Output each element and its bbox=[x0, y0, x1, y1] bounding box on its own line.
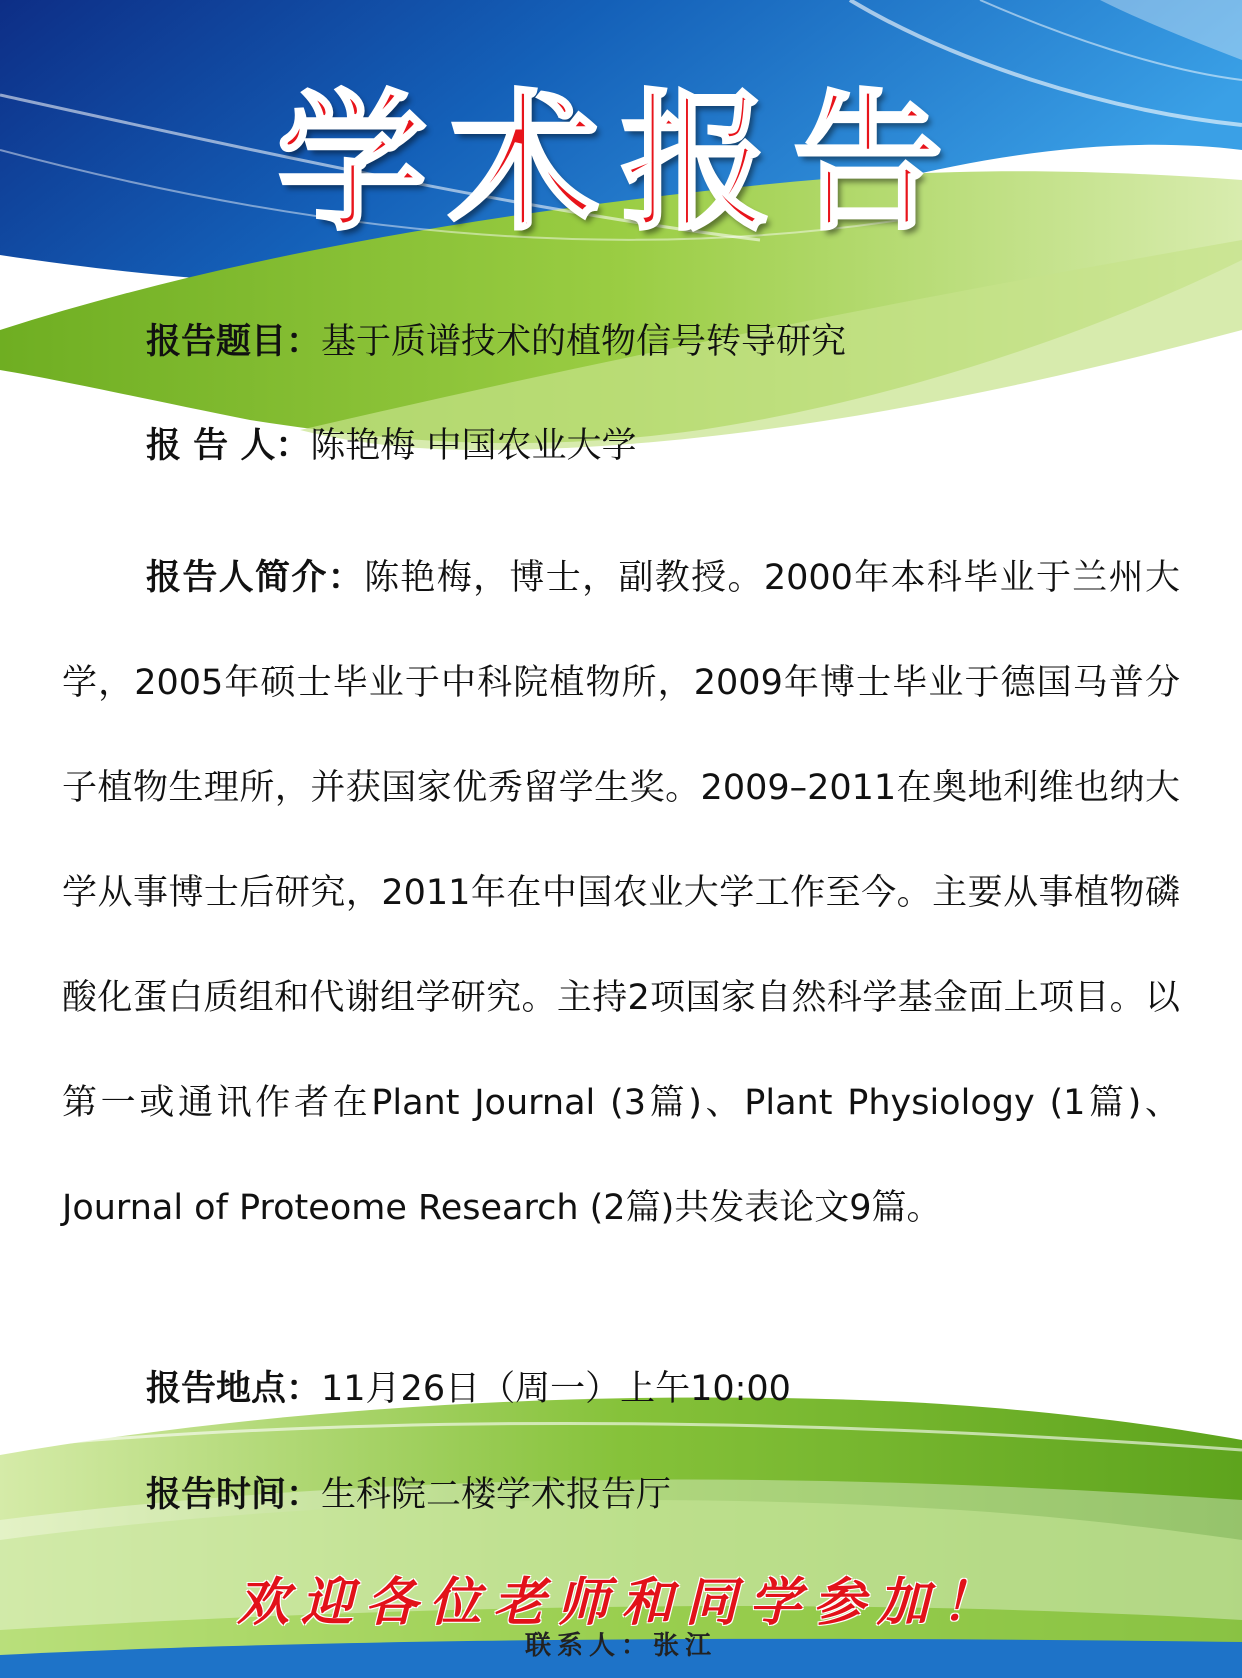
poster-title: 学术报告 bbox=[276, 75, 965, 251]
report-venue-label: 报告地点： bbox=[146, 1369, 322, 1409]
speaker-bio-text: 陈艳梅，博士，副教授。2000年本科毕业于兰州大学，2005年硕士毕业于中科院植物所，2009年博士毕业于德国马普分子植物生理所，并获国家优秀留学生奖。2009–2011在奥地利维也纳大学从事博士后研究，2011年在中国农业大学工作至今。主要从事植物磷酸化蛋白质组和代谢组学研究。主持2项国家自然科学基金面上项目。以第一或通讯作者在Plant Journal (3篇)、Plant Physiology (1篇)、Journal of Proteome Research (2篇)共发表论文9篇。 bbox=[62, 558, 1180, 1228]
report-speaker-value: 陈艳梅 中国农业大学 bbox=[310, 426, 637, 466]
report-time-value: 生科院二楼学术报告厅 bbox=[321, 1475, 672, 1515]
speaker-bio-label: 报告人简介： bbox=[146, 558, 365, 598]
report-topic bbox=[146, 318, 846, 366]
report-time bbox=[146, 1471, 671, 1519]
report-venue-value: 11月26日（周一）上午10:00 bbox=[321, 1369, 791, 1409]
report-speaker-label: 报 告 人： bbox=[146, 426, 311, 466]
welcome-message: 欢迎各位老师和同学参加！ bbox=[236, 1572, 1005, 1633]
report-time-label: 报告时间： bbox=[146, 1475, 322, 1515]
report-topic-value: 基于质谱技术的植物信号转导研究 bbox=[321, 322, 847, 362]
contact-person: 联系人：张江 bbox=[524, 1631, 717, 1661]
report-topic-label: 报告题目： bbox=[146, 322, 322, 362]
report-venue bbox=[146, 1365, 791, 1413]
speaker-bio bbox=[62, 526, 1180, 1261]
report-speaker bbox=[146, 422, 637, 470]
